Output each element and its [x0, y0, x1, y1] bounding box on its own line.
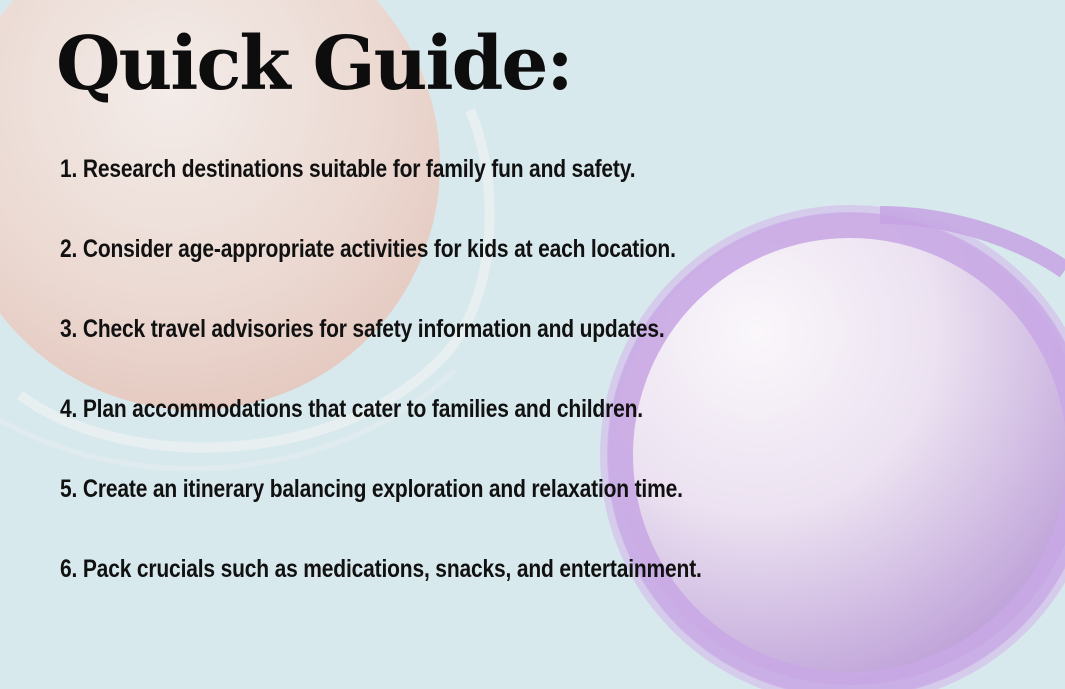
- list-item: 3. Check travel advisories for safety information and updates.: [60, 315, 665, 343]
- list-item: 6. Pack crucials such as medications, snacks, and entertainment.: [60, 555, 702, 583]
- page-title: Quick Guide:: [56, 21, 572, 107]
- list-item: 4. Plan accommodations that cater to families and children.: [60, 395, 643, 423]
- list-item: 1. Research destinations suitable for family fun and safety.: [60, 155, 636, 183]
- list-item: 5. Create an itinerary balancing exploration and relaxation time.: [60, 475, 683, 503]
- list-item: 2. Consider age-appropriate activities for kids at each location.: [60, 235, 676, 263]
